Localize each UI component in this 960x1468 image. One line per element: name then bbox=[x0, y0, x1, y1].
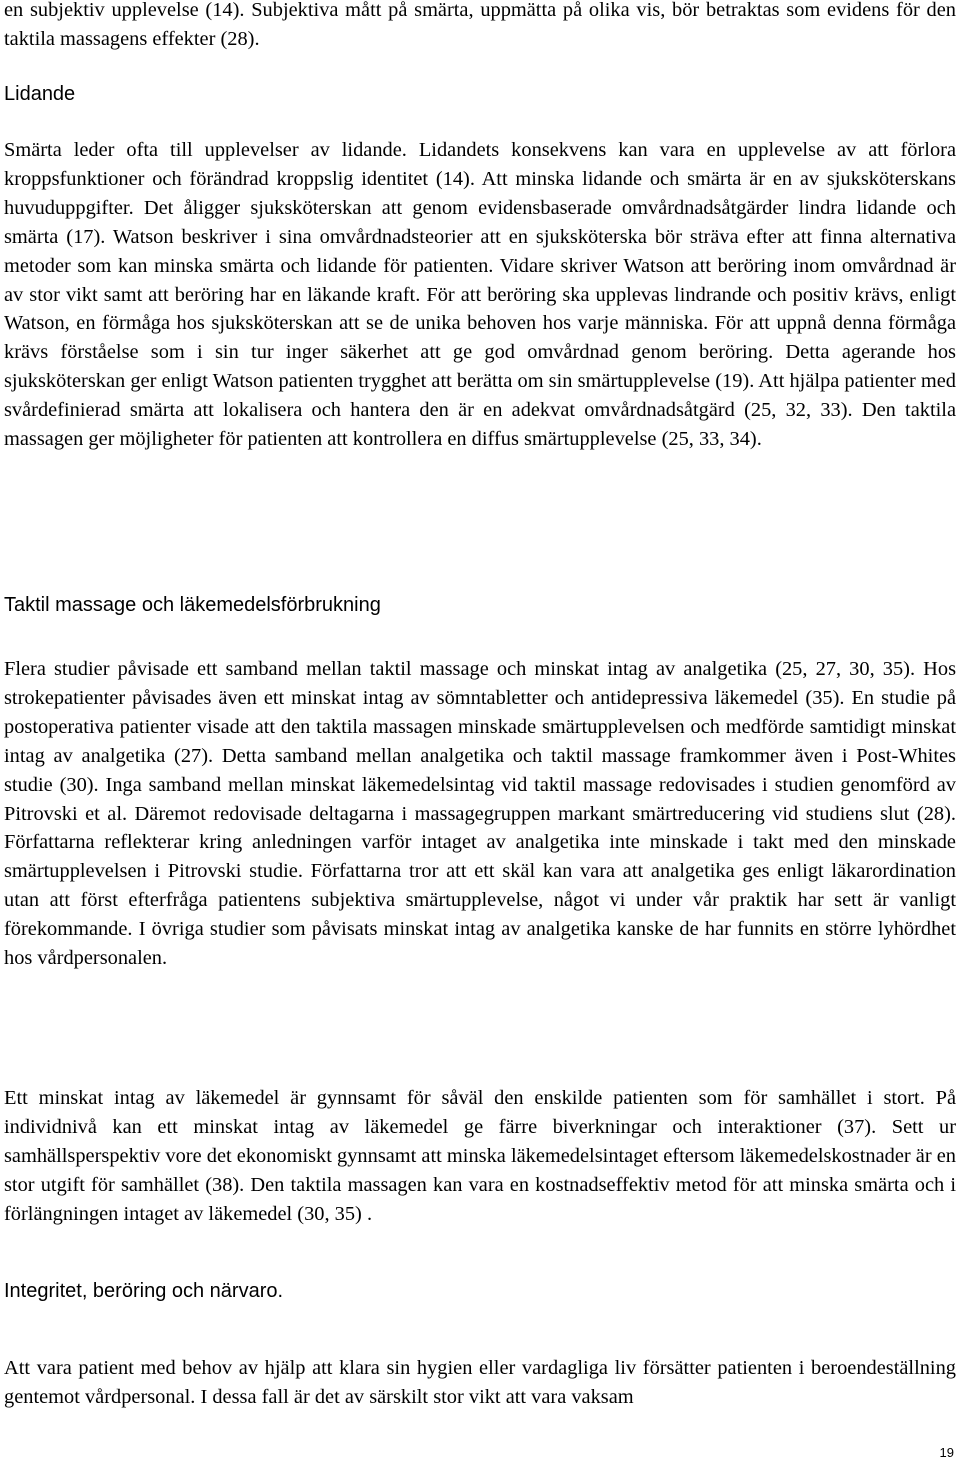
paragraph-integritet: Att vara patient med behov av hjälp att klara sin hygien eller vardagliga liv försätter patienten i beroendeställning gentemot vårdpersonal. I dessa fall är det av särskilt stor vikt att vara vaksam bbox=[4, 1357, 956, 1408]
paragraph-lidande: Smärta leder ofta till upplevelser av lidande. Lidandets konsekvens kan vara en upplevelse av att förlora kroppsfunktioner och förändrad kroppslig identitet (14). Att minska lidande och smärta är en av sjuksköterskans huvuduppgifter. Det åligger sjuksköterskan att genom evidensbaserade omvårdnadsåtgärder lindra lidande och smärta (17). Watson beskriver i sina omvårdnadsteorier att en sjuksköterska bör sträva efter att finna alternativa metoder som kan minska smärta och lidande för patienten. Vidare skriver Watson att beröring inom omvårdnad är av stor vikt samt att beröring har en läkande kraft. För att beröring ska upplevas lindrande och positiv krävs, enligt Watson, en förmåga hos sjuksköterskan att se de unika behoven hos varje människa. För att uppnå denna förmåga krävs förståelse som i sin tur inger säkerhet att ge god omvårdnad genom beröring. Detta agerande hos sjuksköterskan ger enligt Watson patienten trygghet att berätta om sin smärtupplevelse (19). Att hjälpa patienter med svårdefinierad smärta att lokalisera och hantera den är en adekvat omvårdnadsåtgärd (25, 32, 33). Den taktila massagen ger möjligheter för patienten att kontrollera en diffus smärtupplevelse (25, 33, 34). bbox=[4, 139, 956, 451]
heading-lidande: Lidande bbox=[4, 83, 76, 105]
heading-integritet: Integritet, beröring och närvaro. bbox=[4, 1280, 284, 1302]
heading-taktil-massage: Taktil massage och läkemedelsförbrukning bbox=[4, 594, 381, 616]
paragraph-taktil-2: Ett minskat intag av läkemedel är gynnsamt för såväl den enskilde patienten som för samhället i stort. På individnivå kan ett minskat intag av läkemedel ge färre biverkningar och interaktioner (37). Sett ur samhällsperspektiv vore det ekonomiskt gynnsamt att minska läkemedelsintaget eftersom läkemedelskostnader är en stor utgift för samhället (38). Den taktila massagen kan vara en kostnadseffektiv metod för att minska smärta och i förlängningen intaget av läkemedel (30, 35) . bbox=[4, 1087, 956, 1225]
paragraph-taktil-1: Flera studier påvisade ett samband mellan taktil massage och minskat intag av analgetika (25, 27, 30, 35). Hos strokepatienter påvisades även ett minskat intag av sömntabletter och antidepressiva läkemedel (35). En studie på postoperativa patienter visade att den taktila massagen minskade smärtupplevelsen och medförde samtidigt minskat intag av analgetika (27). Detta samband mellan analgetika och taktil massage framkommer även i Post-Whites studie (30). Inga samband mellan minskat läkemedelsintag vid taktil massage redovisades i studien genomförd av Pitrovski et al. Däremot redovisade deltagarna i massagegruppen markant smärtreducering vid studiens slut (28). Författarna reflekterar kring anledningen varför intaget av analgetika inte minskade i takt med den minskade smärtupplevelsen i Pitrovski studie. Författarna tror att ett skäl kan vara att analgetika ges enligt läkarordination utan att först efterfråga patientens subjektiva smärtupplevelse, något vi under vår praktik har sett är vanligt förekommande. I övriga studier som påvisats minskat intag av analgetika kanske de har funnits en större lyhördhet hos vårdpersonalen. bbox=[4, 658, 956, 970]
page-number: 19 bbox=[939, 1445, 954, 1460]
paragraph-continuation: en subjektiv upplevelse (14). Subjektiva mått på smärta, uppmätta på olika vis, bör betraktas som evidens för den taktila massagens effekter (28). bbox=[4, 0, 956, 50]
